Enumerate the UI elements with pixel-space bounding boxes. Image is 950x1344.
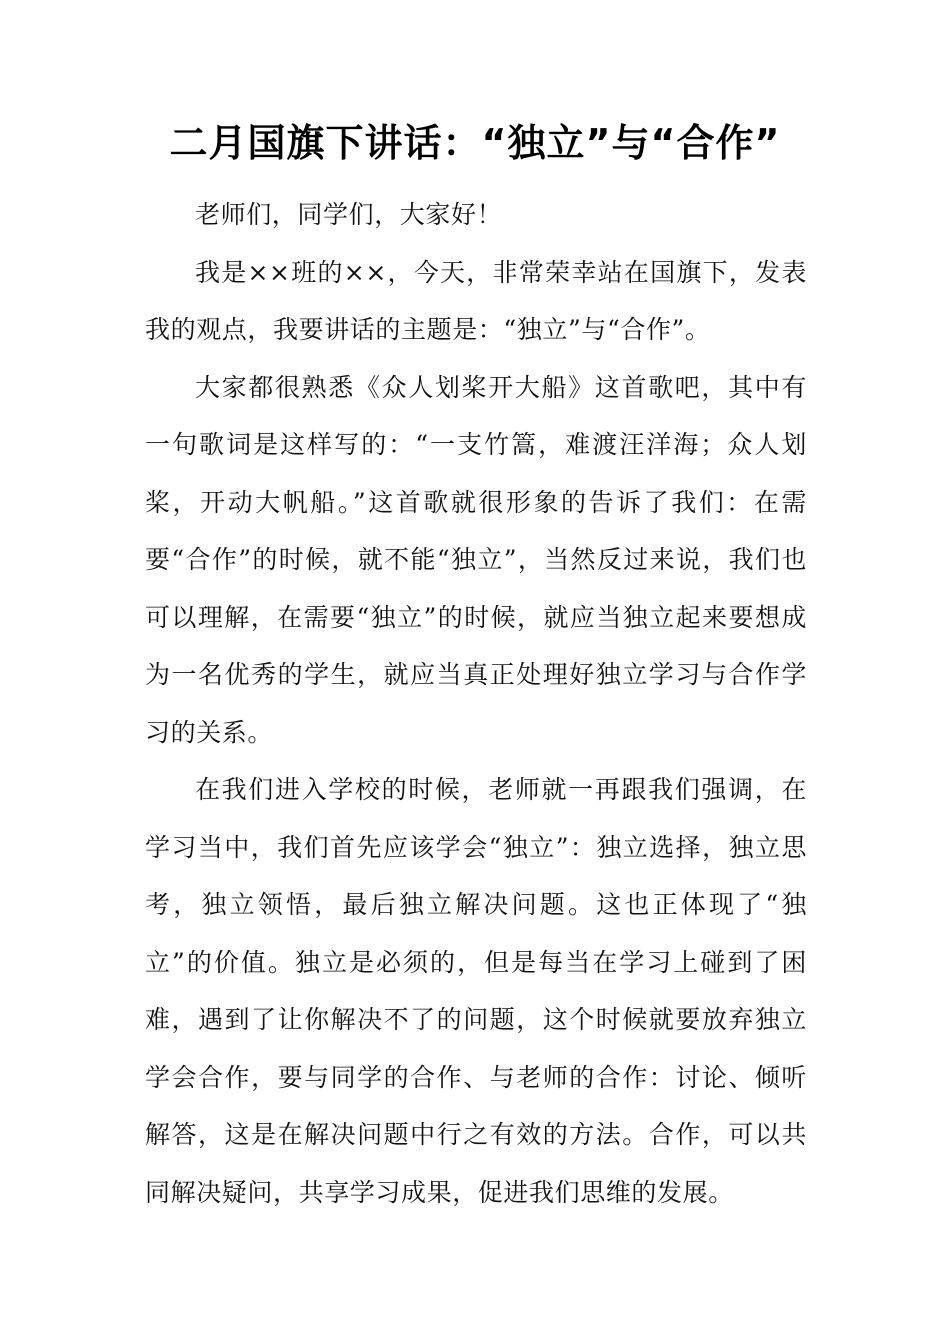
paragraph-learning: 在我们进入学校的时候，老师就一再跟我们强调，在学习当中，我们首先应该学会“独立”：独立选择，独立思考，独立领悟，最后独立解决问题。这也正体现了“独立”的价值。独立是必须的，但是每当在学习上碰到了困难，遇到了让你解决不了的问题，这个时候就要放弃独立学会合作，要与同学的合作、与老师的合作：讨论、倾听解答，这是在解决问题中行之有效的方法。合作，可以共同解决疑问，共享学习成果，促进我们思维的发展。 (145, 775, 807, 1207)
paragraph-song: 大家都很熟悉《众人划桨开大船》这首歌吧，其中有一句歌词是这样写的：“一支竹篙，难渡汪洋海；众人划桨，开动大帆船。”这首歌就很形象的告诉了我们：在需要“合作”的时候，就不能“独立”，当然反过来说，我们也可以理解，在需要“独立”的时候，就应当独立起来要想成为一名优秀的学生，就应当真正处理好独立学习与合作学习的关系。 (145, 372, 807, 747)
document-title: 二月国旗下讲话：“独立”与“合作” (169, 121, 781, 165)
document-body (145, 186, 807, 1221)
paragraph-greeting: 老师们，同学们，大家好！ (195, 200, 503, 229)
paragraph-introduction: 我是××班的××，今天，非常荣幸站在国旗下，发表我的观点，我要讲话的主题是：“独立”与“合作”。 (145, 257, 807, 344)
